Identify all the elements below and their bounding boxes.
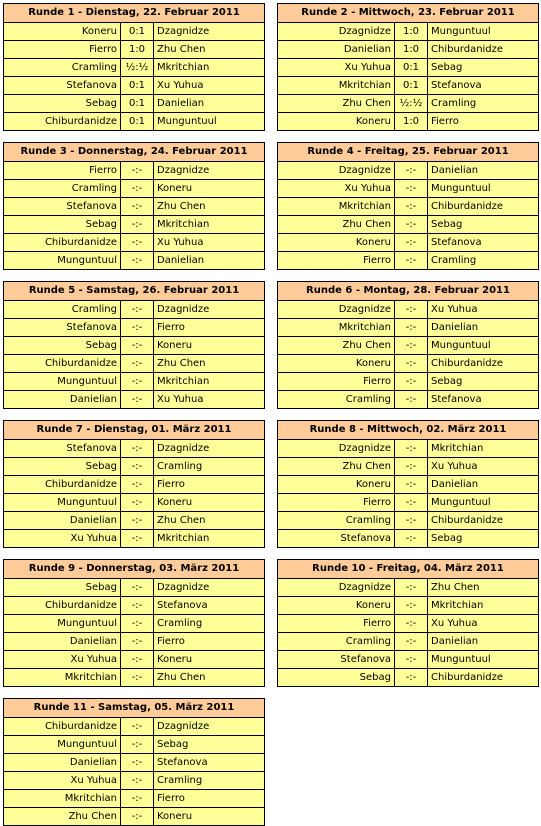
game-result: -:-	[395, 633, 428, 650]
black-player: Dzagnidze	[157, 304, 210, 315]
white-player: Cramling	[4, 301, 121, 318]
game-result: -:-	[121, 736, 154, 753]
black-player: Sebag	[431, 219, 463, 230]
game-row	[278, 669, 538, 686]
game-row	[4, 736, 264, 754]
black-player: Cramling	[431, 255, 477, 266]
game-result: -:-	[121, 494, 154, 511]
white-player: Sebag	[4, 579, 121, 596]
game-result: -:-	[121, 234, 154, 251]
game-row	[278, 234, 538, 252]
game-row	[4, 615, 264, 633]
white-player: Koneru	[278, 355, 395, 372]
black-player: Danielian	[431, 322, 479, 333]
white-player: Stefanova	[4, 77, 121, 94]
game-result: -:-	[121, 651, 154, 668]
game-row	[4, 633, 264, 651]
white-player: Chiburdanidze	[4, 234, 121, 251]
white-player: Stefanova	[4, 440, 121, 457]
game-row	[4, 597, 264, 615]
game-result: -:-	[121, 319, 154, 336]
round-title: Runde 7 - Dienstag, 01. März 2011	[4, 421, 264, 440]
black-player: Xu Yuhua	[431, 304, 478, 315]
game-result: -:-	[395, 234, 428, 251]
game-result: 1:0	[395, 23, 428, 40]
black-player: Xu Yuhua	[431, 461, 478, 472]
game-result: -:-	[395, 512, 428, 529]
white-player: Stefanova	[278, 651, 395, 668]
game-result: -:-	[395, 216, 428, 233]
game-result: -:-	[121, 790, 154, 807]
white-player: Dzagnidze	[278, 440, 395, 457]
game-row	[4, 77, 264, 95]
round-table-7	[3, 420, 265, 548]
game-result: -:-	[395, 391, 428, 408]
game-row	[4, 772, 264, 790]
black-player: Munguntuul	[431, 497, 491, 508]
game-row	[4, 234, 264, 252]
game-row	[278, 41, 538, 59]
white-player: Fierro	[278, 494, 395, 511]
game-result: -:-	[121, 301, 154, 318]
white-player: Mkritchian	[4, 669, 121, 686]
white-player: Koneru	[278, 234, 395, 251]
game-result: -:-	[121, 754, 154, 771]
black-player: Koneru	[157, 811, 193, 822]
white-player: Chiburdanidze	[4, 476, 121, 493]
black-player: Munguntuul	[431, 654, 491, 665]
white-player: Zhu Chen	[278, 216, 395, 233]
white-player: Mkritchian	[278, 77, 395, 94]
black-player: Chiburdanidze	[431, 201, 504, 212]
game-row	[278, 355, 538, 373]
white-player: Xu Yuhua	[4, 530, 121, 547]
game-row	[278, 252, 538, 269]
white-player: Koneru	[278, 476, 395, 493]
black-player: Dzagnidze	[157, 582, 210, 593]
white-player: Danielian	[4, 391, 121, 408]
white-player: Zhu Chen	[278, 337, 395, 354]
game-result: -:-	[395, 355, 428, 372]
game-result: ½:½	[121, 59, 154, 76]
round-table-8	[277, 420, 539, 548]
game-row	[278, 337, 538, 355]
game-row	[278, 494, 538, 512]
game-row	[4, 476, 264, 494]
black-player: Zhu Chen	[431, 582, 480, 593]
round-title: Runde 10 - Freitag, 04. März 2011	[278, 560, 538, 579]
game-result: -:-	[121, 355, 154, 372]
round-table-4	[277, 142, 539, 270]
game-row	[4, 373, 264, 391]
game-result: 1:0	[121, 41, 154, 58]
black-player: Zhu Chen	[157, 201, 206, 212]
game-row	[4, 579, 264, 597]
black-player: Chiburdanidze	[431, 672, 504, 683]
game-result: -:-	[121, 458, 154, 475]
black-player: Cramling	[157, 461, 203, 472]
game-result: -:-	[121, 373, 154, 390]
game-row	[278, 180, 538, 198]
black-player: Munguntuul	[157, 116, 217, 127]
black-player: Sebag	[431, 533, 463, 544]
white-player: Zhu Chen	[278, 458, 395, 475]
game-row	[278, 633, 538, 651]
game-row	[4, 95, 264, 113]
game-row	[4, 216, 264, 234]
black-player: Koneru	[157, 654, 193, 665]
game-row	[278, 162, 538, 180]
black-player: Mkritchian	[157, 62, 210, 73]
black-player: Sebag	[157, 739, 189, 750]
round-table-1	[3, 3, 265, 131]
game-row	[4, 718, 264, 736]
black-player: Danielian	[157, 98, 205, 109]
white-player: Mkritchian	[278, 198, 395, 215]
black-player: Dzagnidze	[157, 165, 210, 176]
game-result: -:-	[121, 198, 154, 215]
white-player: Cramling	[4, 59, 121, 76]
black-player: Cramling	[431, 98, 477, 109]
game-row	[4, 355, 264, 373]
game-result: -:-	[121, 597, 154, 614]
game-row	[278, 373, 538, 391]
round-title: Runde 3 - Donnerstag, 24. Februar 2011	[4, 143, 264, 162]
game-result: -:-	[121, 337, 154, 354]
game-result: -:-	[121, 476, 154, 493]
black-player: Mkritchian	[431, 443, 484, 454]
game-row	[278, 77, 538, 95]
game-result: -:-	[121, 252, 154, 269]
game-result: ½:½	[395, 95, 428, 112]
game-row	[278, 597, 538, 615]
game-result: -:-	[395, 440, 428, 457]
game-result: -:-	[395, 597, 428, 614]
game-row	[4, 530, 264, 547]
white-player: Sebag	[4, 337, 121, 354]
round-table-11	[3, 698, 265, 826]
white-player: Sebag	[4, 216, 121, 233]
game-row	[4, 494, 264, 512]
game-result: 0:1	[395, 77, 428, 94]
white-player: Mkritchian	[4, 790, 121, 807]
black-player: Xu Yuhua	[431, 618, 478, 629]
round-table-3	[3, 142, 265, 270]
game-result: -:-	[395, 373, 428, 390]
white-player: Dzagnidze	[278, 301, 395, 318]
game-row	[4, 162, 264, 180]
black-player: Xu Yuhua	[157, 237, 204, 248]
game-row	[278, 216, 538, 234]
game-row	[278, 59, 538, 77]
game-result: -:-	[395, 252, 428, 269]
white-player: Cramling	[278, 391, 395, 408]
white-player: Danielian	[4, 512, 121, 529]
black-player: Stefanova	[431, 394, 482, 405]
game-result: -:-	[395, 180, 428, 197]
black-player: Fierro	[157, 636, 185, 647]
black-player: Dzagnidze	[157, 26, 210, 37]
game-row	[4, 458, 264, 476]
black-player: Chiburdanidze	[431, 515, 504, 526]
game-result: 0:1	[121, 23, 154, 40]
game-row	[4, 23, 264, 41]
game-result: -:-	[395, 579, 428, 596]
black-player: Zhu Chen	[157, 672, 206, 683]
white-player: Xu Yuhua	[4, 772, 121, 789]
game-row	[278, 198, 538, 216]
game-row	[4, 440, 264, 458]
game-result: -:-	[121, 512, 154, 529]
game-result: -:-	[395, 319, 428, 336]
black-player: Stefanova	[431, 80, 482, 91]
white-player: Chiburdanidze	[4, 355, 121, 372]
game-row	[278, 530, 538, 547]
round-title: Runde 9 - Donnerstag, 03. März 2011	[4, 560, 264, 579]
white-player: Zhu Chen	[4, 808, 121, 825]
black-player: Fierro	[157, 322, 185, 333]
round-title: Runde 8 - Mittwoch, 02. März 2011	[278, 421, 538, 440]
black-player: Danielian	[157, 255, 205, 266]
game-result: -:-	[395, 162, 428, 179]
black-player: Koneru	[157, 497, 193, 508]
game-row	[4, 319, 264, 337]
black-player: Dzagnidze	[157, 443, 210, 454]
game-row	[4, 301, 264, 319]
white-player: Fierro	[4, 162, 121, 179]
black-player: Fierro	[157, 793, 185, 804]
black-player: Mkritchian	[431, 600, 484, 611]
black-player: Cramling	[157, 775, 203, 786]
black-player: Danielian	[431, 165, 479, 176]
game-row	[4, 651, 264, 669]
round-table-10	[277, 559, 539, 687]
white-player: Chiburdanidze	[4, 113, 121, 130]
white-player: Cramling	[278, 512, 395, 529]
game-row	[4, 754, 264, 772]
black-player: Mkritchian	[157, 219, 210, 230]
black-player: Zhu Chen	[157, 358, 206, 369]
game-result: 0:1	[121, 95, 154, 112]
game-result: -:-	[121, 440, 154, 457]
black-player: Koneru	[157, 183, 193, 194]
black-player: Munguntuul	[431, 340, 491, 351]
white-player: Chiburdanidze	[4, 718, 121, 735]
game-result: 0:1	[121, 113, 154, 130]
white-player: Koneru	[4, 23, 121, 40]
game-result: -:-	[121, 162, 154, 179]
black-player: Mkritchian	[157, 533, 210, 544]
round-title: Runde 11 - Samstag, 05. März 2011	[4, 699, 264, 718]
round-table-6	[277, 281, 539, 409]
white-player: Xu Yuhua	[4, 651, 121, 668]
game-row	[278, 615, 538, 633]
round-title: Runde 2 - Mittwoch, 23. Februar 2011	[278, 4, 538, 23]
game-row	[4, 790, 264, 808]
game-row	[4, 41, 264, 59]
white-player: Munguntuul	[4, 373, 121, 390]
game-result: 0:1	[395, 59, 428, 76]
game-row	[4, 59, 264, 77]
white-player: Koneru	[278, 597, 395, 614]
game-result: -:-	[395, 651, 428, 668]
round-table-9	[3, 559, 265, 687]
white-player: Dzagnidze	[278, 23, 395, 40]
black-player: Stefanova	[157, 757, 208, 768]
game-result: -:-	[395, 301, 428, 318]
game-result: -:-	[121, 216, 154, 233]
black-player: Fierro	[157, 479, 185, 490]
black-player: Cramling	[157, 618, 203, 629]
game-result: -:-	[395, 458, 428, 475]
game-row	[278, 113, 538, 130]
game-row	[278, 301, 538, 319]
game-result: -:-	[395, 530, 428, 547]
white-player: Xu Yuhua	[278, 180, 395, 197]
round-table-2	[277, 3, 539, 131]
black-player: Sebag	[431, 376, 463, 387]
game-result: -:-	[121, 615, 154, 632]
game-row	[278, 651, 538, 669]
white-player: Sebag	[4, 95, 121, 112]
game-row	[4, 337, 264, 355]
white-player: Cramling	[4, 180, 121, 197]
white-player: Mkritchian	[278, 319, 395, 336]
game-row	[278, 440, 538, 458]
game-row	[278, 512, 538, 530]
game-row	[278, 476, 538, 494]
game-row	[4, 391, 264, 408]
game-result: 1:0	[395, 113, 428, 130]
black-player: Xu Yuhua	[157, 394, 204, 405]
game-result: -:-	[121, 669, 154, 686]
black-player: Sebag	[431, 62, 463, 73]
game-result: -:-	[121, 633, 154, 650]
game-result: -:-	[121, 772, 154, 789]
game-result: -:-	[121, 180, 154, 197]
game-row	[4, 252, 264, 269]
game-result: -:-	[395, 337, 428, 354]
black-player: Fierro	[431, 116, 459, 127]
game-row	[278, 391, 538, 408]
round-title: Runde 4 - Freitag, 25. Februar 2011	[278, 143, 538, 162]
black-player: Koneru	[157, 340, 193, 351]
black-player: Zhu Chen	[157, 515, 206, 526]
white-player: Munguntuul	[4, 736, 121, 753]
game-row	[4, 180, 264, 198]
black-player: Zhu Chen	[157, 44, 206, 55]
white-player: Danielian	[278, 41, 395, 58]
game-row	[278, 579, 538, 597]
game-result: -:-	[121, 579, 154, 596]
white-player: Sebag	[278, 669, 395, 686]
black-player: Chiburdanidze	[431, 44, 504, 55]
black-player: Xu Yuhua	[157, 80, 204, 91]
white-player: Chiburdanidze	[4, 597, 121, 614]
black-player: Chiburdanidze	[431, 358, 504, 369]
game-result: 0:1	[121, 77, 154, 94]
game-result: -:-	[121, 391, 154, 408]
white-player: Cramling	[278, 633, 395, 650]
white-player: Xu Yuhua	[278, 59, 395, 76]
game-row	[4, 512, 264, 530]
game-row	[278, 319, 538, 337]
game-row	[278, 95, 538, 113]
white-player: Zhu Chen	[278, 95, 395, 112]
game-result: -:-	[121, 718, 154, 735]
game-row	[4, 113, 264, 130]
round-table-5	[3, 281, 265, 409]
game-result: -:-	[395, 198, 428, 215]
white-player: Fierro	[4, 41, 121, 58]
white-player: Munguntuul	[4, 494, 121, 511]
black-player: Danielian	[431, 479, 479, 490]
game-result: -:-	[121, 530, 154, 547]
black-player: Munguntuul	[431, 183, 491, 194]
black-player: Stefanova	[431, 237, 482, 248]
white-player: Fierro	[278, 252, 395, 269]
white-player: Stefanova	[278, 530, 395, 547]
game-row	[278, 23, 538, 41]
white-player: Danielian	[4, 633, 121, 650]
white-player: Dzagnidze	[278, 162, 395, 179]
black-player: Munguntuul	[431, 26, 491, 37]
white-player: Fierro	[278, 373, 395, 390]
game-result: 1:0	[395, 41, 428, 58]
white-player: Munguntuul	[4, 252, 121, 269]
game-row	[4, 669, 264, 686]
black-player: Dzagnidze	[157, 721, 210, 732]
black-player: Stefanova	[157, 600, 208, 611]
white-player: Sebag	[4, 458, 121, 475]
white-player: Munguntuul	[4, 615, 121, 632]
white-player: Stefanova	[4, 319, 121, 336]
round-title: Runde 1 - Dienstag, 22. Februar 2011	[4, 4, 264, 23]
white-player: Danielian	[4, 754, 121, 771]
game-result: -:-	[395, 476, 428, 493]
game-row	[4, 198, 264, 216]
game-row	[278, 458, 538, 476]
game-result: -:-	[395, 669, 428, 686]
round-title: Runde 5 - Samstag, 26. Februar 2011	[4, 282, 264, 301]
game-result: -:-	[121, 808, 154, 825]
game-result: -:-	[395, 615, 428, 632]
white-player: Stefanova	[4, 198, 121, 215]
white-player: Fierro	[278, 615, 395, 632]
white-player: Koneru	[278, 113, 395, 130]
game-result: -:-	[395, 494, 428, 511]
game-row	[4, 808, 264, 825]
round-title: Runde 6 - Montag, 28. Februar 2011	[278, 282, 538, 301]
white-player: Dzagnidze	[278, 579, 395, 596]
black-player: Danielian	[431, 636, 479, 647]
black-player: Mkritchian	[157, 376, 210, 387]
